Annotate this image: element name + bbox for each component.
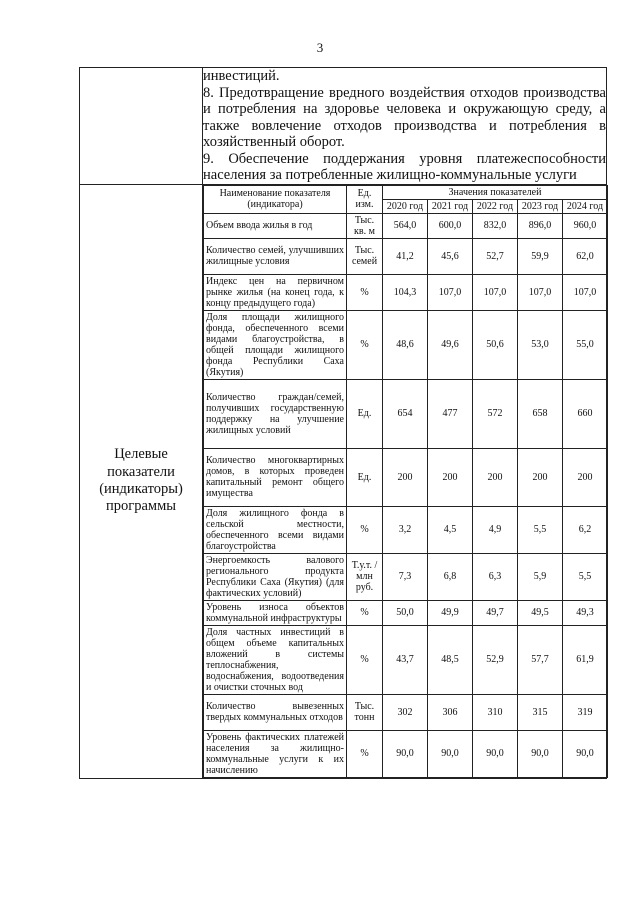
task-text: 8. Предотвращение вредного воздействия отходов производства и потребления на здоровье человека и окружающую среду, а также вовлечение отходов производства и потребления в хозяйственный оборот.: [203, 84, 606, 150]
indicator-value: 53,0: [518, 310, 563, 379]
indicator-unit: Ед.: [347, 448, 383, 506]
indicator-value: 62,0: [563, 238, 608, 274]
indicator-value: 5,9: [518, 553, 563, 600]
header-year: 2024 год: [563, 199, 608, 213]
header-unit: Ед. изм.: [347, 185, 383, 213]
indicator-value: 200: [383, 448, 428, 506]
page-number: 3: [316, 40, 324, 55]
indicator-value: 45,6: [428, 238, 473, 274]
indicator-name: Количество граждан/семей, получивших государственную поддержку на улучшение жилищных условий: [204, 379, 347, 448]
indicator-value: 200: [473, 448, 518, 506]
indicator-name: Количество вывезенных твердых коммунальных отходов: [204, 694, 347, 730]
indicator-value: 48,6: [383, 310, 428, 379]
indicator-value: 200: [563, 448, 608, 506]
indicators-row: [80, 184, 607, 778]
indicator-value: 52,9: [473, 625, 518, 694]
indicator-value: 49,6: [428, 310, 473, 379]
header-name: Наименование показателя (индикатора): [204, 185, 347, 213]
indicator-value: 6,2: [563, 506, 608, 553]
indicator-row: [204, 553, 608, 600]
indicator-row: [204, 506, 608, 553]
indicator-value: 43,7: [383, 625, 428, 694]
indicator-value: 572: [473, 379, 518, 448]
indicator-unit: Тыс. кв. м: [347, 213, 383, 238]
header-year: 2022 год: [473, 199, 518, 213]
indicator-name: Количество семей, улучшивших жилищные условия: [204, 238, 347, 274]
indicator-value: 4,5: [428, 506, 473, 553]
indicator-value: 107,0: [563, 274, 608, 310]
indicator-value: 107,0: [473, 274, 518, 310]
indicator-value: 477: [428, 379, 473, 448]
indicator-unit: Ед.: [347, 379, 383, 448]
indicator-value: 55,0: [563, 310, 608, 379]
header-year: 2020 год: [383, 199, 428, 213]
indicator-value: 104,3: [383, 274, 428, 310]
indicator-value: 319: [563, 694, 608, 730]
indicator-row: [204, 600, 608, 625]
indicator-value: 49,5: [518, 600, 563, 625]
tasks-cell: [203, 68, 607, 185]
header-year: 2023 год: [518, 199, 563, 213]
indicator-value: 960,0: [563, 213, 608, 238]
task-text: 9. Обеспечение поддержания уровня платежеспособности населения за потребленные жилищно-коммунальные услуги: [203, 150, 606, 183]
header-row: [204, 185, 608, 199]
indicator-value: 896,0: [518, 213, 563, 238]
indicator-value: 306: [428, 694, 473, 730]
indicator-value: 315: [518, 694, 563, 730]
indicator-unit: Тыс. семей: [347, 238, 383, 274]
indicator-value: 6,8: [428, 553, 473, 600]
indicators-label: Целевые показатели (индикаторы) программы: [80, 184, 203, 778]
indicator-value: 200: [428, 448, 473, 506]
header-year: 2021 год: [428, 199, 473, 213]
indicators-cell: [203, 184, 607, 778]
indicator-value: 90,0: [473, 730, 518, 777]
indicator-row: [204, 310, 608, 379]
indicator-value: 6,3: [473, 553, 518, 600]
indicator-row: [204, 274, 608, 310]
passport-table: [79, 67, 607, 779]
indicator-row: [204, 213, 608, 238]
indicator-row: [204, 379, 608, 448]
indicator-value: 49,7: [473, 600, 518, 625]
indicator-name: Количество многоквартирных домов, в которых проведен капитальный ремонт общего имущества: [204, 448, 347, 506]
indicator-value: 49,3: [563, 600, 608, 625]
indicator-value: 61,9: [563, 625, 608, 694]
indicator-row: [204, 238, 608, 274]
indicator-value: 658: [518, 379, 563, 448]
indicator-value: 3,2: [383, 506, 428, 553]
indicator-name: Доля частных инвестиций в общем объеме капитальных вложений в системы теплоснабжения, водоснабжения, водоотведения и очистки сточных вод: [204, 625, 347, 694]
indicator-value: 90,0: [383, 730, 428, 777]
indicator-value: 5,5: [518, 506, 563, 553]
indicator-value: 654: [383, 379, 428, 448]
indicator-unit: Тыс. тонн: [347, 694, 383, 730]
indicator-value: 600,0: [428, 213, 473, 238]
indicator-value: 59,9: [518, 238, 563, 274]
indicator-unit: Т.у.т. /млн руб.: [347, 553, 383, 600]
indicator-unit: %: [347, 506, 383, 553]
indicator-name: Объем ввода жилья в год: [204, 213, 347, 238]
indicator-value: 52,7: [473, 238, 518, 274]
indicator-value: 564,0: [383, 213, 428, 238]
indicator-value: 50,6: [473, 310, 518, 379]
indicator-name: Индекс цен на первичном рынке жилья (на конец года, к концу предыдущего года): [204, 274, 347, 310]
indicator-value: 7,3: [383, 553, 428, 600]
indicator-value: 302: [383, 694, 428, 730]
indicator-value: 49,9: [428, 600, 473, 625]
indicator-value: 90,0: [518, 730, 563, 777]
tasks-left-cell: [80, 68, 203, 185]
indicator-value: 107,0: [518, 274, 563, 310]
indicator-name: Энергоемкость валового регионального продукта Республики Саха (Якутия) (для фактических условий): [204, 553, 347, 600]
indicator-unit: %: [347, 274, 383, 310]
indicator-unit: %: [347, 600, 383, 625]
header-values: Значения показателей: [383, 185, 608, 199]
indicator-name: Уровень фактических платежей населения за жилищно-коммунальные услуги к их начислению: [204, 730, 347, 777]
indicator-value: 107,0: [428, 274, 473, 310]
indicators-table: [203, 185, 608, 778]
indicator-value: 48,5: [428, 625, 473, 694]
indicator-name: Доля жилищного фонда в сельской местности, обеспеченного всеми видами благоустройства: [204, 506, 347, 553]
indicator-value: 90,0: [563, 730, 608, 777]
indicator-value: 832,0: [473, 213, 518, 238]
indicator-value: 5,5: [563, 553, 608, 600]
indicator-value: 50,0: [383, 600, 428, 625]
tasks-row: [80, 68, 607, 185]
indicator-row: [204, 625, 608, 694]
indicator-value: 90,0: [428, 730, 473, 777]
indicator-unit: %: [347, 310, 383, 379]
indicator-value: 4,9: [473, 506, 518, 553]
indicator-value: 41,2: [383, 238, 428, 274]
indicator-value: 200: [518, 448, 563, 506]
indicator-row: [204, 694, 608, 730]
indicator-row: [204, 448, 608, 506]
indicator-value: 57,7: [518, 625, 563, 694]
indicator-value: 310: [473, 694, 518, 730]
indicator-name: Доля площади жилищного фонда, обеспеченного всеми видами благоустройства, в общей площади жилищного фонда Республики Саха (Якутия): [204, 310, 347, 379]
indicator-unit: %: [347, 730, 383, 777]
indicator-name: Уровень износа объектов коммунальной инфраструктуры: [204, 600, 347, 625]
task-text: инвестиций.: [203, 68, 280, 84]
indicator-unit: %: [347, 625, 383, 694]
indicator-value: 660: [563, 379, 608, 448]
indicator-row: [204, 730, 608, 777]
